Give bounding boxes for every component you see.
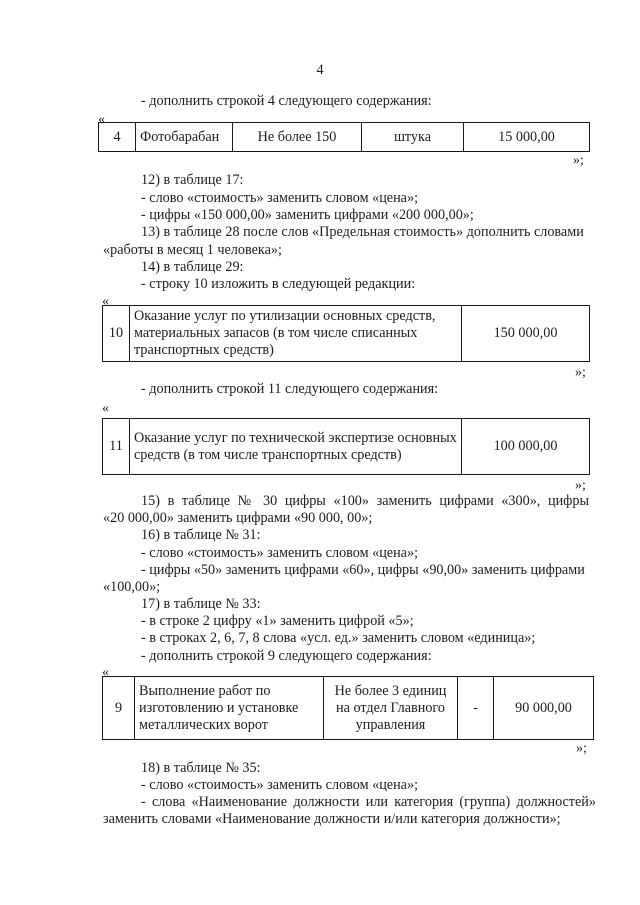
text-line: - в строке 2 цифру «1» заменить цифрой «5»; bbox=[141, 613, 414, 629]
text-line: - в строках 2, 6, 7, 8 слова «усл. ед.» заменить словом «единица»; bbox=[141, 630, 536, 646]
text-line: 18) в таблице № 35: bbox=[141, 760, 261, 776]
text-line: 13) в таблице 28 после слов «Предельная стоимость» дополнить словами bbox=[141, 224, 584, 240]
text-line: - цифры «50» заменить цифрами «60», цифры «90,00» заменить цифрами bbox=[141, 562, 585, 578]
text-line: - дополнить строкой 9 следующего содержания: bbox=[141, 648, 432, 664]
open-quote: « bbox=[102, 294, 109, 309]
close-quote: »; bbox=[576, 741, 587, 756]
text-line: 12) в таблице 17: bbox=[141, 172, 244, 188]
item-quantity: Не более 3 единиц на отдел Главного управления bbox=[324, 677, 458, 740]
item-name: Фотобарабан bbox=[136, 123, 233, 152]
text-line: 17) в таблице № 33: bbox=[141, 596, 261, 612]
table-row-9 bbox=[102, 676, 594, 740]
text-line: - слово «стоимость» заменить словом «цена»; bbox=[141, 190, 419, 206]
close-quote: »; bbox=[575, 365, 586, 380]
row-number: 10 bbox=[103, 306, 130, 362]
page-number: 4 bbox=[316, 62, 324, 78]
item-price: 100 000,00 bbox=[462, 419, 590, 475]
table-row-11 bbox=[102, 418, 590, 475]
text-line: - слова «Наименование должности или категория (группа) должностей» bbox=[141, 794, 596, 810]
row-number: 11 bbox=[103, 419, 130, 475]
text-line: «100,00»; bbox=[103, 579, 161, 595]
text-line: заменить словами «Наименование должности и/или категория должности»; bbox=[103, 811, 561, 827]
open-quote: « bbox=[98, 112, 105, 127]
text-line: - строку 10 изложить в следующей редакции: bbox=[141, 276, 416, 292]
text-line: - слово «стоимость» заменить словом «цена»; bbox=[141, 545, 419, 561]
text-line: - цифры «150 000,00» заменить цифрами «200 000,00»; bbox=[141, 207, 474, 223]
text-line: «работы в месяц 1 человека»; bbox=[103, 242, 282, 258]
item-unit: штука bbox=[362, 123, 464, 152]
item-name: Оказание услуг по технической экспертизе основных средств (в том числе транспортных средств) bbox=[130, 419, 462, 475]
item-unit: - bbox=[458, 677, 494, 740]
text-line: - слово «стоимость» заменить словом «цена»; bbox=[141, 777, 419, 793]
text-line: 16) в таблице № 31: bbox=[141, 527, 261, 543]
text-line: - дополнить строкой 11 следующего содержания: bbox=[141, 381, 439, 397]
close-quote: »; bbox=[575, 478, 586, 493]
table-row-4 bbox=[98, 122, 590, 152]
text-line: 15) в таблице № 30 цифры «100» заменить цифрами «300», цифры bbox=[141, 493, 589, 509]
row-number: 4 bbox=[99, 123, 136, 152]
item-name: Выполнение работ по изготовлению и установке металлических ворот bbox=[135, 677, 324, 740]
open-quote: « bbox=[102, 401, 109, 416]
text-line: «20 000,00» заменить цифрами «90 000, 00»; bbox=[103, 510, 373, 526]
row-number: 9 bbox=[103, 677, 135, 740]
item-name: Оказание услуг по утилизации основных средств, материальных запасов (в том числе списанных транспортных средств) bbox=[130, 306, 462, 362]
table-row-10 bbox=[102, 305, 590, 362]
text-line: - дополнить строкой 4 следующего содержания: bbox=[141, 93, 432, 109]
open-quote: « bbox=[102, 665, 109, 680]
text-line: 14) в таблице 29: bbox=[141, 259, 244, 275]
item-price: 15 000,00 bbox=[464, 123, 590, 152]
item-price: 150 000,00 bbox=[462, 306, 590, 362]
item-quantity: Не более 150 bbox=[233, 123, 362, 152]
close-quote: »; bbox=[573, 153, 584, 168]
item-price: 90 000,00 bbox=[494, 677, 594, 740]
